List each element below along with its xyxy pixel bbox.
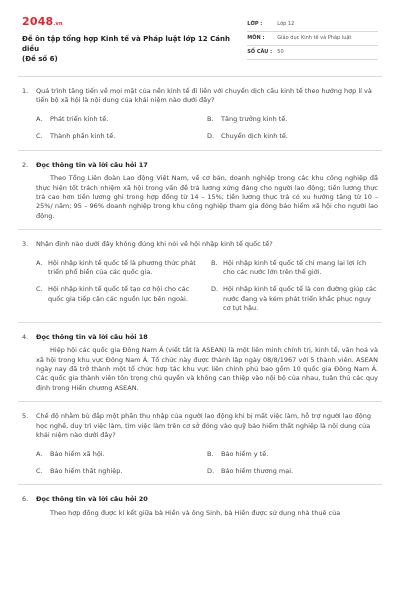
option-text: Chuyển dịch kinh tế. [221,132,288,141]
option-c[interactable] [36,132,207,141]
reading-passage: Hiệp hội các quốc gia Đông Nam Á (viết tắt là ASEAN) là một liên minh chính trị, kinh tế, văn hoá và xã hội trong khu vực Đông Nam Á. Tổ chức này được thành lập ngày 08/8/1967 với 5 thành viên. ASEAN ngày nay đã trở thành một tổ chức hợp tác khu vực liên chính phủ bao gồm 10 quốc gia Đông Nam Á. Các quốc gia thành viên tôn trọng chủ quyền và không can thiệp vào nội bộ của nhau, tuân thủ các quy định trong Hiến chương ASEAN. [36,346,378,392]
option-text: Hội nhập kinh tế quốc tế tạo cơ hội cho các quốc gia tiếp cận các nguồn lực bên ngoài. [48,285,190,303]
question-2 [22,151,378,230]
question-3 [22,230,378,322]
option-text: Hội nhập kinh tế quốc tế chỉ mang lại lợi ích cho các nước lớn trên thế giới. [223,258,367,277]
option-letter: C. [36,132,43,141]
option-letter: C. [36,466,43,475]
question-number: 2. [22,160,29,169]
passage-heading: Đọc thông tin và lời câu hỏi 18 [36,332,148,341]
meta-value: Lớp 12 [277,20,295,27]
option-letter: A. [36,449,43,458]
question-text: Quá trình tăng tiến về mọi mặt của nền kinh tế đi liền với chuyển dịch cấu kinh tế theo hướng hợp lí và tiến bộ xã hội là nội dung của khái niệm nào dưới đây? [36,87,372,105]
title-line-1: Đề ôn tập tổng hợp Kinh tế và Pháp luật lớp 12 Cánh diều [22,34,230,53]
option-letter: A. [36,258,43,267]
option-letter: B. [207,114,214,123]
option-text: Bảo hiểm thương mại. [221,466,294,475]
question-5 [22,402,378,484]
option-a[interactable] [36,450,207,459]
option-text: Hội nhập kinh tế quốc tế là con đường giúp các nước đang và kém phát triển khắc phục nguy cơ tụt hậu. [223,285,377,313]
question-text: Nhận định nào dưới đây không đúng khi nói về hội nhập kinh tế quốc tế? [36,240,273,249]
option-text: Bảo hiểm xã hội. [50,449,105,458]
header-left [22,14,247,64]
question-4 [22,323,378,402]
question-6 [22,485,378,526]
option-b[interactable] [207,450,378,459]
option-b[interactable] [211,259,378,278]
question-number: 3. [22,240,29,249]
meta-row-subject [247,32,378,46]
option-letter: B. [211,258,218,267]
meta-row-count [247,46,378,60]
option-c[interactable] [36,285,203,313]
option-text: Hội nhập kinh tế quốc tế là phương thức phát triển phổ biến của các quốc gia. [48,258,196,277]
meta-table [247,18,378,60]
option-letter: C. [36,285,43,294]
reading-passage: Theo hợp đồng được kí kết giữa bà Hiền và ông Sinh, bà Hiền được sử dụng nhà thuê của [50,508,341,517]
site-logo[interactable] [22,14,247,30]
answer-options [22,259,378,314]
meta-key: SỐ CÂU : [247,48,273,55]
option-text: Bảo hiểm thất nghiệp. [50,466,123,475]
document-header [22,14,378,76]
option-text: Tăng trưởng kinh tế. [221,114,288,123]
answer-options [22,450,378,477]
meta-key: MÔN : [247,34,265,41]
option-text: Phát triển kinh tế. [50,114,109,123]
passage-heading: Đọc thông tin và lời câu hỏi 20 [36,495,148,504]
option-a[interactable] [36,259,203,278]
passage-heading: Đọc thông tin và lời câu hỏi 17 [36,160,148,169]
question-number: 1. [22,87,29,95]
option-letter: A. [36,114,43,123]
option-letter: D. [207,466,215,475]
option-b[interactable] [207,115,378,124]
logo-suffix: .vn [53,21,63,27]
meta-value: 50 [277,48,284,55]
meta-row-class [247,18,378,32]
option-text: Bảo hiểm y tế. [221,449,269,458]
document-title [22,35,247,64]
option-d[interactable] [207,132,378,141]
meta-key: LỚP : [247,20,263,27]
option-letter: D. [211,285,219,294]
option-d[interactable] [207,467,378,476]
answer-options [22,115,378,142]
title-line-2: (Đề số 6) [22,54,58,63]
question-text: Chế độ nhằm bù đắp một phần thu nhập của người lao động khi bị mất việc làm, hỗ trợ người lao động học nghề, duy trì việc làm, tìm việc làm trên cơ sở đóng vào quỹ bảo hiểm thất nghiệp là nội dung của khái niệm nào dưới đây? [36,412,371,440]
option-d[interactable] [211,285,378,313]
question-number: 4. [22,332,29,341]
option-c[interactable] [36,467,207,476]
option-text: Thành phần kinh tế. [50,132,116,141]
question-number: 6. [22,495,29,504]
reading-passage: Theo Tổng Liên đoàn Lao động Việt Nam, về cơ bản, doanh nghiệp trong các khu công nghiệp đã thực hiện tốt trách nhiệm xã hội trong vấn đề trả lương xứng đáng cho người lao động; tiền lương thực trả cao hơn tiền lương ghi trong hợp đồng từ 14 – 15%; tiền lương thực trả có xu hướng tăng từ 10 – 25%/ năm; 95 – 96% doanh nghiệp trong khu công nghiệp tham gia đóng bảo hiểm xã hội cho người lao động. [36,174,378,220]
option-letter: B. [207,449,214,458]
meta-value: Giáo dục Kinh tế và Pháp luật [277,34,352,41]
question-1 [22,77,378,150]
option-a[interactable] [36,115,207,124]
question-number: 5. [22,412,29,421]
logo-text: 2048 [22,15,54,28]
option-letter: D. [207,132,215,141]
